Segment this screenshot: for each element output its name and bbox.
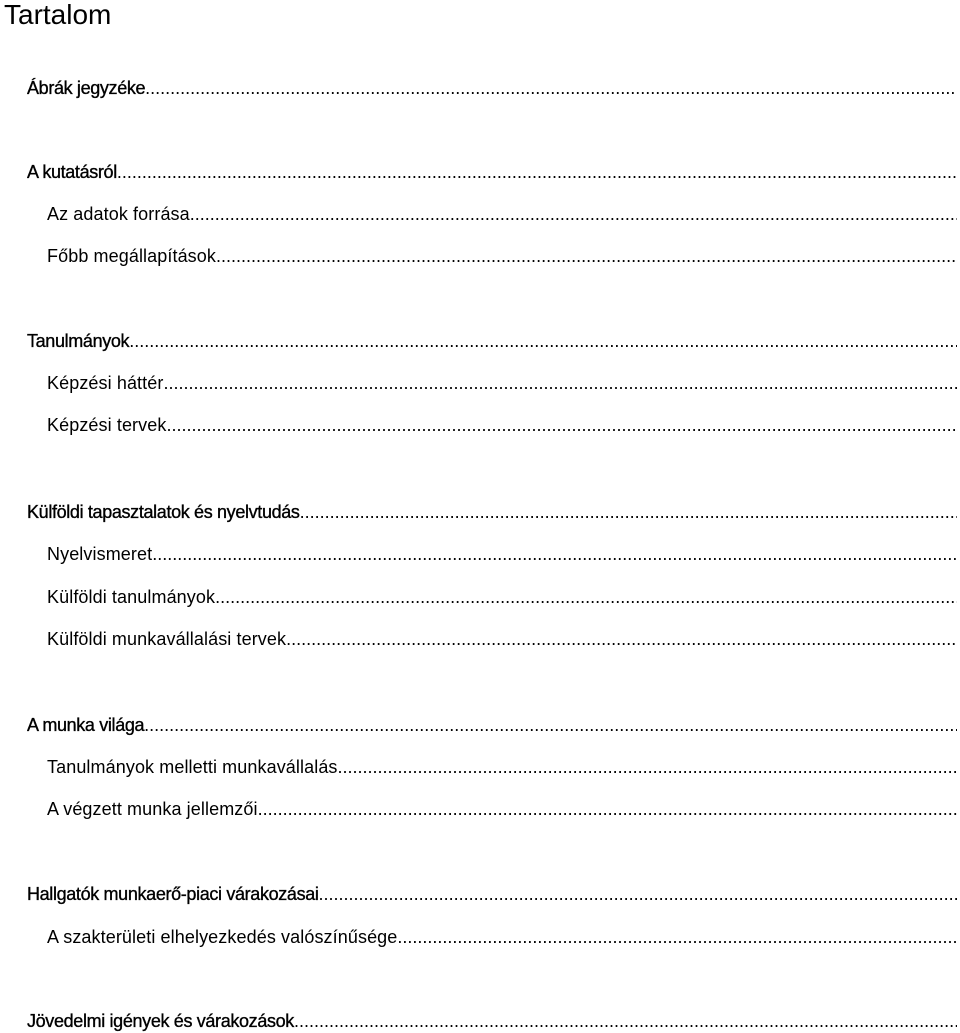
toc-entry-kepzesi-tervek[interactable] <box>47 413 957 437</box>
dot-leader <box>286 627 957 651</box>
dot-leader <box>190 202 957 226</box>
dot-leader <box>258 797 957 821</box>
toc-entry-label: A szakterületi elhelyezkedés valószínűsége <box>47 927 398 947</box>
toc-entry-label: Képzési tervek <box>47 415 167 435</box>
page-title: Tartalom <box>4 0 112 30</box>
toc-entry-label: Külföldi tanulmányok <box>47 587 216 607</box>
toc-entry-a-szakteruleti-elhelyezkedes[interactable] <box>47 925 957 949</box>
dot-leader <box>152 542 957 566</box>
dot-leader <box>215 585 957 609</box>
dot-leader <box>145 76 957 100</box>
toc-entry-a-munka-vilaga[interactable] <box>27 713 957 737</box>
toc-entry-abrak-jegyzeke[interactable] <box>27 76 957 100</box>
toc-entry-label: A végzett munka jellemzői <box>47 799 258 819</box>
dot-leader <box>129 329 957 353</box>
toc-entry-label: A kutatásról <box>27 162 117 182</box>
toc-entry-kulfoldi-tapasztalatok[interactable] <box>27 500 957 524</box>
toc-entry-label: Képzési háttér <box>47 373 164 393</box>
toc-entry-label: Hallgatók munkaerő-piaci várakozásai <box>27 884 319 904</box>
toc-entry-label: Nyelvismeret <box>47 544 153 564</box>
dot-leader <box>144 713 957 737</box>
toc-entry-nyelvismeret[interactable] <box>47 542 957 566</box>
toc-entry-jovedelmi-igenyek[interactable] <box>27 1009 957 1033</box>
toc-entry-label: Főbb megállapítások <box>47 246 216 266</box>
toc-entry-a-kutatasrol[interactable] <box>27 160 957 184</box>
dot-leader <box>117 160 957 184</box>
toc-entry-tanulmanyok[interactable] <box>27 329 957 353</box>
dot-leader <box>338 755 957 779</box>
toc-entry-fobb-megallapitasok[interactable] <box>47 244 957 268</box>
toc-entry-label: Külföldi tapasztalatok és nyelvtudás <box>27 502 300 522</box>
dot-leader <box>216 244 957 268</box>
toc-entry-kulfoldi-tanulmanyok[interactable] <box>47 585 957 609</box>
dot-leader <box>166 413 957 437</box>
dot-leader <box>319 882 957 906</box>
toc-entry-tanulmanyok-melletti-munkavallalas[interactable] <box>47 755 957 779</box>
dot-leader <box>397 925 957 949</box>
toc-entry-az-adatok-forrasa[interactable] <box>47 202 957 226</box>
toc-entry-label: Tanulmányok <box>27 331 130 351</box>
toc-entry-hallgatok-munkaero-piaci-varakozasai[interactable] <box>27 882 957 906</box>
toc-entry-kepzesi-hatter[interactable] <box>47 371 957 395</box>
toc-entry-label: Külföldi munkavállalási tervek <box>47 629 287 649</box>
toc-entry-label: Tanulmányok melletti munkavállalás <box>47 757 338 777</box>
dot-leader <box>163 371 957 395</box>
dot-leader <box>300 500 957 524</box>
toc-entry-kulfoldi-munkavallalasi-tervek[interactable] <box>47 627 957 651</box>
toc-entry-label: Az adatok forrása <box>47 204 190 224</box>
toc-entry-label: Jövedelmi igények és várakozások <box>27 1011 294 1031</box>
toc-entry-a-vegzett-munka-jellemzoi[interactable] <box>47 797 957 821</box>
toc-entry-label: Ábrák jegyzéke <box>27 78 146 98</box>
toc-entry-label: A munka világa <box>27 715 145 735</box>
dot-leader <box>294 1009 957 1033</box>
